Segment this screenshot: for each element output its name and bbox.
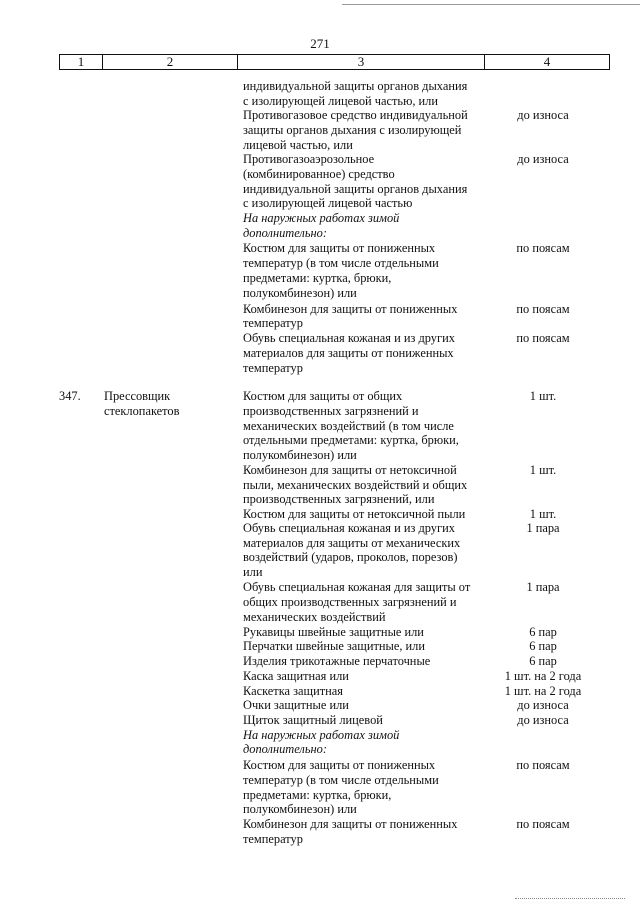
item-line: воздействий (ударов, проколов, порезов) (243, 550, 458, 564)
norm-value: по поясам (516, 758, 570, 772)
item-line: Костюм для защиты от пониженных (243, 758, 436, 772)
item-line: температур (243, 361, 303, 375)
item-line: Рукавицы швейные защитные или (243, 625, 424, 639)
item-line: Каска защитная или (243, 669, 349, 683)
profession-name: стеклопакетов (104, 404, 180, 418)
item-line: отдельными предметами: куртка, брюки, (243, 433, 459, 447)
item-line: или (243, 565, 263, 579)
item-line: Противогазовое средство индивидуальной (243, 108, 468, 122)
item-line: полукомбинезон) или (243, 448, 357, 462)
item-line: индивидуальной защиты органов дыхания (243, 79, 468, 93)
norm-value: по поясам (516, 302, 570, 316)
profession-name: Прессовщик (104, 389, 171, 403)
item-line: Комбинезон для защиты от нетоксичной (243, 463, 457, 477)
item-line: пыли, механических воздействий и общих (243, 478, 468, 492)
item-line: предметами: куртка, брюки, (243, 271, 392, 285)
norm-value: 6 пар (529, 654, 557, 668)
item-line: механических воздействий (в том числе (243, 419, 454, 433)
item-line: с изолирующей лицевой частью (243, 196, 413, 210)
section-note: На наружных работах зимой (243, 728, 400, 742)
header-col-2: 2 (103, 55, 238, 69)
item-line: материалов для защиты от механических (243, 536, 461, 550)
item-line: Обувь специальная кожаная для защиты от (243, 580, 471, 594)
item-line: температур (в том числе отдельными (243, 256, 439, 270)
item-line: температур (243, 832, 303, 846)
item-line: лицевой частью, или (243, 138, 353, 152)
scan-edge-line (342, 4, 640, 5)
header-col-1: 1 (60, 55, 103, 69)
norm-value: до износа (517, 698, 569, 712)
norm-value: до износа (517, 108, 569, 122)
item-line: с изолирующей лицевой частью, или (243, 94, 438, 108)
item-line: температур (в том числе отдельными (243, 773, 439, 787)
item-line: Перчатки швейные защитные, или (243, 639, 425, 653)
item-line: Комбинезон для защиты от пониженных (243, 817, 458, 831)
item-line: (комбинированное) средство (243, 167, 395, 181)
item-line: Обувь специальная кожаная и из других (243, 331, 455, 345)
entry-number: 347. (59, 389, 81, 403)
section-note: дополнительно: (243, 226, 327, 240)
norm-value: 1 шт. (529, 507, 557, 521)
norm-value: до износа (517, 713, 569, 727)
item-line: Костюм для защиты от пониженных (243, 241, 436, 255)
section-note: дополнительно: (243, 742, 327, 756)
norm-value: 1 пара (526, 521, 560, 535)
item-line: Костюм для защиты от общих (243, 389, 403, 403)
item-line: Костюм для защиты от нетоксичной пыли (243, 507, 466, 521)
item-line: Очки защитные или (243, 698, 349, 712)
item-line: производственных загрязнений и (243, 404, 419, 418)
norm-value: 1 шт. на 2 года (504, 684, 582, 698)
table-header (59, 54, 610, 70)
item-line: Обувь специальная кожаная и из других (243, 521, 455, 535)
item-line: индивидуальной защиты органов дыхания (243, 182, 468, 196)
item-line: температур (243, 316, 303, 330)
item-line: Комбинезон для защиты от пониженных (243, 302, 458, 316)
norm-value: 1 пара (526, 580, 560, 594)
item-line: производственных загрязнений, или (243, 492, 435, 506)
norm-value: 6 пар (529, 639, 557, 653)
norm-value: 6 пар (529, 625, 557, 639)
item-line: Каскетка защитная (243, 684, 343, 698)
norm-value: до износа (517, 152, 569, 166)
norm-value: 1 шт. (529, 389, 557, 403)
item-line: полукомбинезон) или (243, 802, 357, 816)
section-note: На наружных работах зимой (243, 211, 400, 225)
item-line: защиты органов дыхания с изолирующей (243, 123, 462, 137)
norm-value: по поясам (516, 817, 570, 831)
item-line: общих производственных загрязнений и (243, 595, 457, 609)
item-line: предметами: куртка, брюки, (243, 788, 392, 802)
scan-edge-mark (515, 898, 625, 903)
header-col-3: 3 (238, 55, 485, 69)
item-line: механических воздействий (243, 610, 386, 624)
norm-value: 1 шт. (529, 463, 557, 477)
item-line: Изделия трикотажные перчаточные (243, 654, 431, 668)
item-line: Щиток защитный лицевой (243, 713, 383, 727)
norm-value: по поясам (516, 331, 570, 345)
item-line: полукомбинезон) или (243, 286, 357, 300)
header-col-4: 4 (543, 54, 551, 69)
norm-value: по поясам (516, 241, 570, 255)
item-line: Противогазоаэрозольное (243, 152, 375, 166)
page-number: 271 (310, 36, 330, 51)
norm-value: 1 шт. на 2 года (504, 669, 582, 683)
item-line: материалов для защиты от пониженных (243, 346, 454, 360)
